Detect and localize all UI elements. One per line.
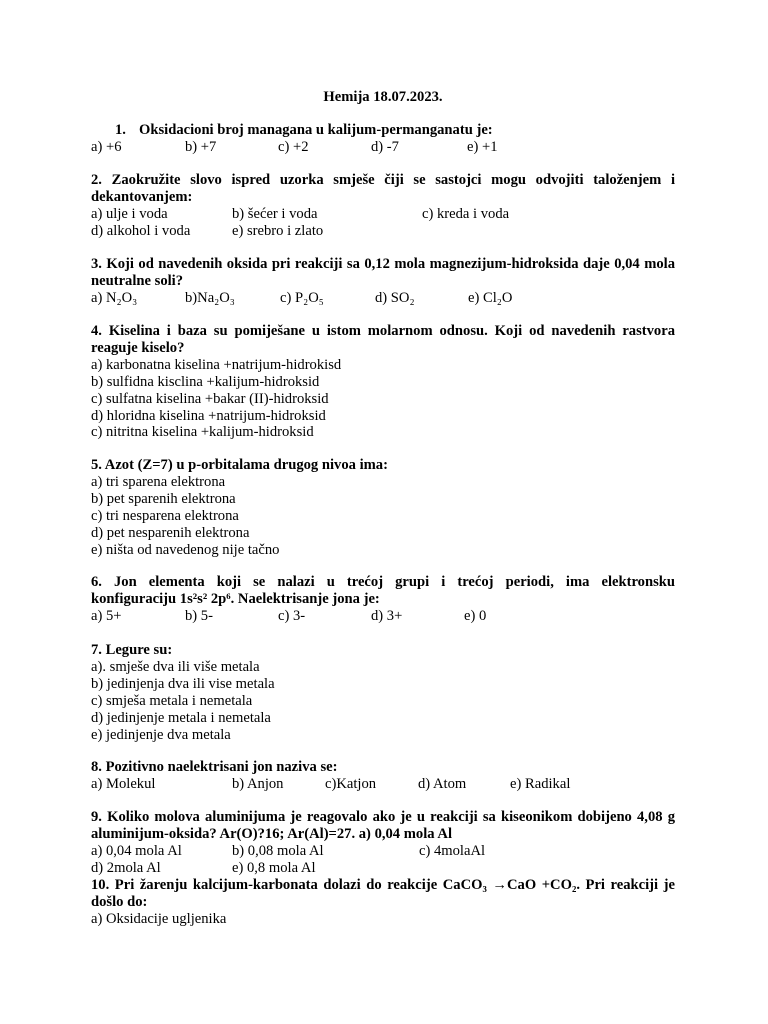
question-4 (91, 323, 675, 441)
answer-option: a) ulje i voda (91, 205, 168, 222)
answer-option: c) kreda i voda (422, 205, 510, 222)
answer-option: b)Na₂O₃ (185, 289, 235, 306)
answer-option: d) pet nesparenih elektrona (91, 524, 250, 541)
answer-option: c)Katjon (325, 775, 377, 792)
question-3 (91, 256, 675, 307)
question-2 (91, 172, 675, 240)
answer-option: d) jedinjenje metala i nemetala (91, 709, 271, 726)
answer-option: d) -7 (371, 138, 399, 155)
answer-option: e) jedinjenje dva metala (91, 726, 231, 743)
answer-options (91, 139, 675, 156)
question-text: 9. Koliko molova aluminijuma je reagovalo ako je u reakciji sa kiseonikom dobijeno 4,08 g aluminijum-oksida? Ar(O)?16; Ar(Al)=27. a) 0,04 mola Al (91, 809, 675, 842)
answer-option: b) jedinjenja dva ili vise metala (91, 675, 275, 692)
question-text: 2. Zaokružite slovo ispred uzorka smješe čiji se sastojci mogu odvojiti taloženjem i dekantovanjem: (91, 172, 675, 205)
answer-option: d) 2mola Al (91, 859, 161, 876)
answer-option: b) 5- (185, 607, 213, 624)
question-text: 4. Kiselina i baza su pomiješane u istom molarnom odnosu. Koji od navedenih rastvora reaguje kiselo? (91, 323, 675, 356)
document-title: Hemija 18.07.2023. (323, 89, 443, 105)
answer-option: d) hloridna kiselina +natrijum-hidroksid (91, 407, 326, 424)
answer-option: c) smješa metala i nemetala (91, 692, 253, 709)
question-text: 8. Pozitivno naelektrisani jon naziva se: (91, 759, 338, 775)
question-5 (91, 457, 675, 558)
answer-option: a) Molekul (91, 775, 156, 792)
answer-option: a) tri sparena elektrona (91, 473, 226, 490)
answer-option: e) +1 (467, 138, 498, 155)
answer-option: d) alkohol i voda (91, 222, 191, 239)
answer-option: c) 4molaAl (419, 842, 486, 859)
answer-option: c) 3- (278, 607, 306, 624)
answer-option: c) +2 (278, 138, 309, 155)
answer-option: a). smješe dva ili više metala (91, 658, 260, 675)
answer-option: e) Cl₂O (468, 289, 513, 306)
answer-option: b) pet sparenih elektrona (91, 490, 236, 507)
answer-options (91, 843, 675, 860)
question-text: 3. Koji od navedenih oksida pri reakciji sa 0,12 mola magnezijum-hidroksida daje 0,04 mola neutralne soli? (91, 256, 675, 289)
answer-option: a) karbonatna kiselina +natrijum-hidrokisd (91, 356, 342, 373)
answer-option: c) sulfatna kiselina +bakar (II)-hidroksid (91, 390, 329, 407)
answer-option: a) 5+ (91, 607, 122, 624)
answer-option: a) Oksidacije ugljenika (91, 910, 227, 927)
question-text: 10. Pri žarenju kalcijum-karbonata dolazi do reakcije CaCO₃ →CaO +CO₂. Pri reakciji je došlo do: (91, 877, 675, 910)
question-9 (91, 809, 675, 877)
answer-option: b) sulfidna kisclina +kalijum-hidroksid (91, 373, 320, 390)
answer-option: e) Radikal (510, 775, 571, 792)
question-1 (91, 122, 675, 156)
answer-option: a) 0,04 mola Al (91, 842, 182, 859)
answer-options (91, 608, 675, 625)
answer-option: b) šećer i voda (232, 205, 318, 222)
answer-option: b) Anjon (232, 775, 284, 792)
question-text-line: konfiguraciju 1s²s² 2p⁶. Naelektrisanje jona je: (91, 590, 380, 607)
answer-option: e) ništa od navedenog nije tačno (91, 541, 280, 558)
question-text: 5. Azot (Z=7) u p-orbitalama drugog nivoa ima: (91, 457, 388, 473)
question-text: 7. Legure su: (91, 642, 173, 658)
answer-option: d) SO₂ (375, 289, 415, 306)
answer-option: c) tri nesparena elektrona (91, 507, 239, 524)
question-8 (91, 759, 675, 793)
answer-option: d) 3+ (371, 607, 403, 624)
answer-options (91, 776, 675, 793)
answer-options (91, 206, 675, 223)
answer-option: a) +6 (91, 138, 122, 155)
question-text-line: 6. Jon elementa koji se nalazi u trećoj grupi i trećoj periodi, ima elektronsku (91, 574, 675, 590)
question-10 (91, 877, 675, 928)
answer-options (91, 223, 675, 240)
answer-option: e) srebro i zlato (232, 222, 324, 239)
answer-option: d) Atom (418, 775, 467, 792)
answer-options (91, 860, 675, 877)
answer-option: b) +7 (185, 138, 217, 155)
answer-option: c) nitritna kiselina +kalijum-hidroksid (91, 424, 314, 441)
question-text: 1. Oksidacioni broj managana u kalijum-permanganatu je: (115, 122, 493, 138)
question-7 (91, 642, 675, 743)
answer-option: a) N₂O₃ (91, 289, 138, 306)
answer-option: e) 0,8 mola Al (232, 859, 316, 876)
question-6 (91, 574, 675, 625)
answer-option: e) 0 (464, 607, 487, 624)
answer-option: c) P₂O₅ (280, 289, 324, 306)
answer-options (91, 290, 675, 307)
answer-option: b) 0,08 mola Al (232, 842, 324, 859)
